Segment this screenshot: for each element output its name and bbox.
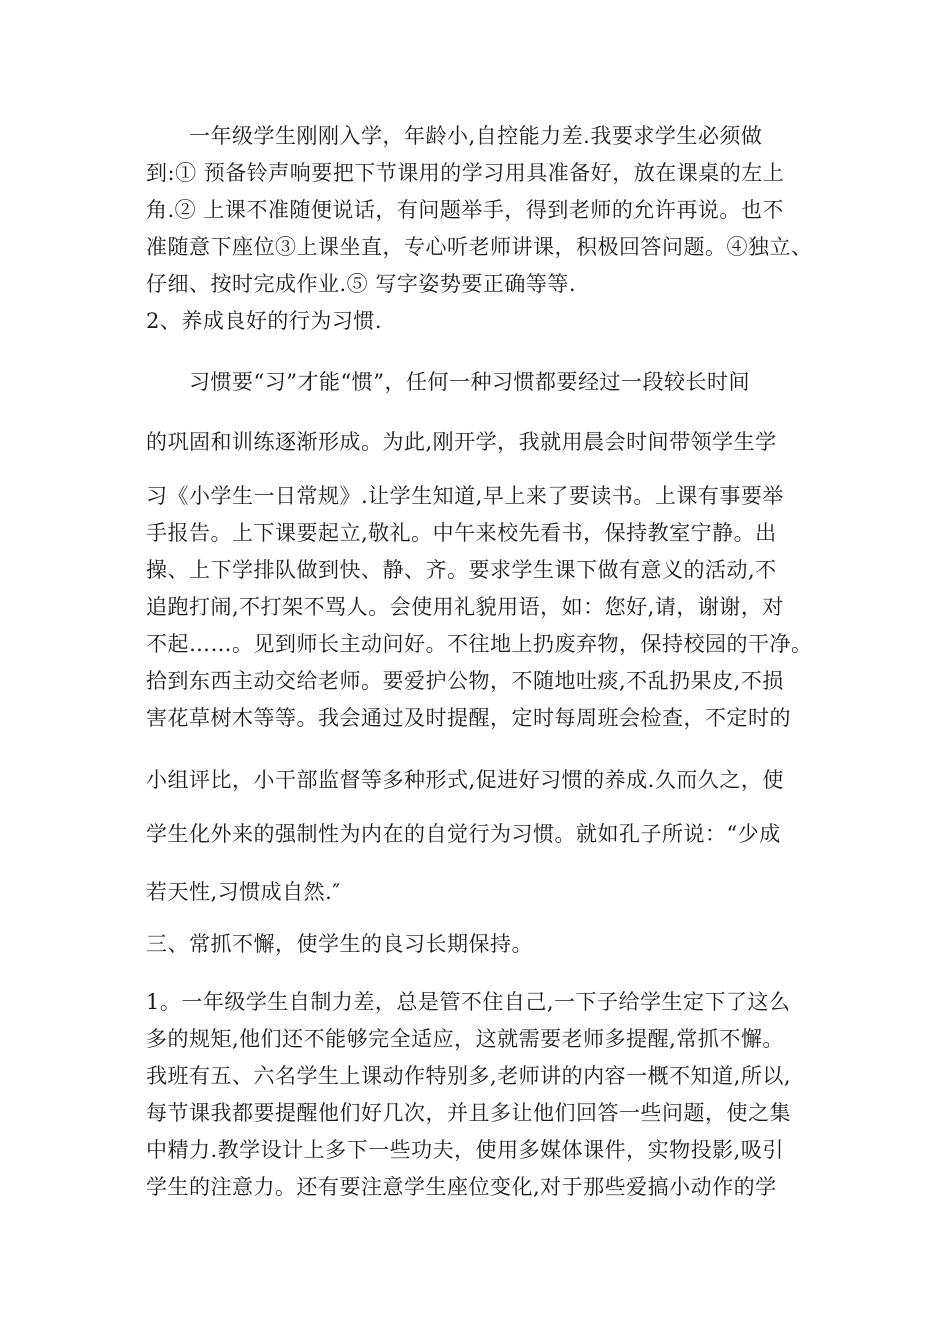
text-line: 追跑打闹,不打架不骂人。会使用礼貌用语，如：您好,请，谢谢，对 <box>146 595 784 619</box>
text-line: 角.② 上课不准随便说话，有问题举手，得到老师的允许再说。也不 <box>146 198 784 222</box>
text-line: 每节课我都要提醒他们好几次，并且多让他们回答一些问题，使之集 <box>146 1101 791 1125</box>
text-line: 到:① 预备铃声响要把下节课用的学习用具准备好，放在课桌的左上 <box>146 161 785 185</box>
text-line: 我班有五、六名学生上课动作特别多,老师讲的内容一概不知道,所以, <box>146 1064 792 1088</box>
text-line: 多的规矩,他们还不能够完全适应，这就需要老师多提醒,常抓不懈。 <box>146 1027 784 1051</box>
text-line: 学生的注意力。还有要注意学生座位变化,对于那些爱搞小动作的学 <box>146 1175 777 1199</box>
text-line: 拾到东西主动交给老师。要爱护公物，不随地吐痰,不乱扔果皮,不损 <box>146 669 784 693</box>
text-line: 准随意下座位③上课坐直，专心听老师讲课，积极回答问题。④独立、 <box>146 235 813 259</box>
text-line: 小组评比，小干部监督等多种形式,促进好习惯的养成.久而久之，使 <box>146 768 784 792</box>
text-line: 习惯要“习”才能“惯”，任何一种习惯都要经过一段较长时间 <box>146 370 750 394</box>
text-line: 1。一年级学生自制力差，总是管不住自己,一下子给学生定下了这么 <box>146 990 791 1014</box>
text-line: 习《小学生一日常规》.让学生知道,早上来了要读书。上课有事要举 <box>146 484 784 508</box>
text-line: 中精力.教学设计上多下一些功夫，使用多媒体课件，实物投影,吸引 <box>146 1138 784 1162</box>
section-heading: 2、养成良好的行为习惯. <box>146 309 383 333</box>
text-line: 手报告。上下课要起立,敬礼。中午来校先看书，保持教室宁静。出 <box>146 521 777 545</box>
text-line: 操、上下学排队做到快、静、齐。要求学生课下做有意义的活动,不 <box>146 558 777 582</box>
text-line: 的巩固和训练逐渐形成。为此,刚开学，我就用晨会时间带领学生学 <box>146 430 777 454</box>
text-line: 学生化外来的强制性为内在的自觉行为习惯。就如孔子所说：“少成 <box>146 822 781 846</box>
text-line: 若天性,习惯成自然.″ <box>146 880 341 904</box>
text-line: 不起……。见到师长主动问好。不往地上扔废弃物，保持校园的干净。 <box>146 632 813 656</box>
section-heading: 三、常抓不懈，使学生的良习长期保持。 <box>146 932 533 956</box>
text-line: 仔细、按时完成作业.⑤ 写字姿势要正确等等. <box>146 272 577 296</box>
text-line: 一年级学生刚刚入学，年龄小,自控能力差.我要求学生必须做 <box>146 124 763 148</box>
text-line: 害花草树木等等。我会通过及时提醒，定时每周班会检查，不定时的 <box>146 706 791 730</box>
